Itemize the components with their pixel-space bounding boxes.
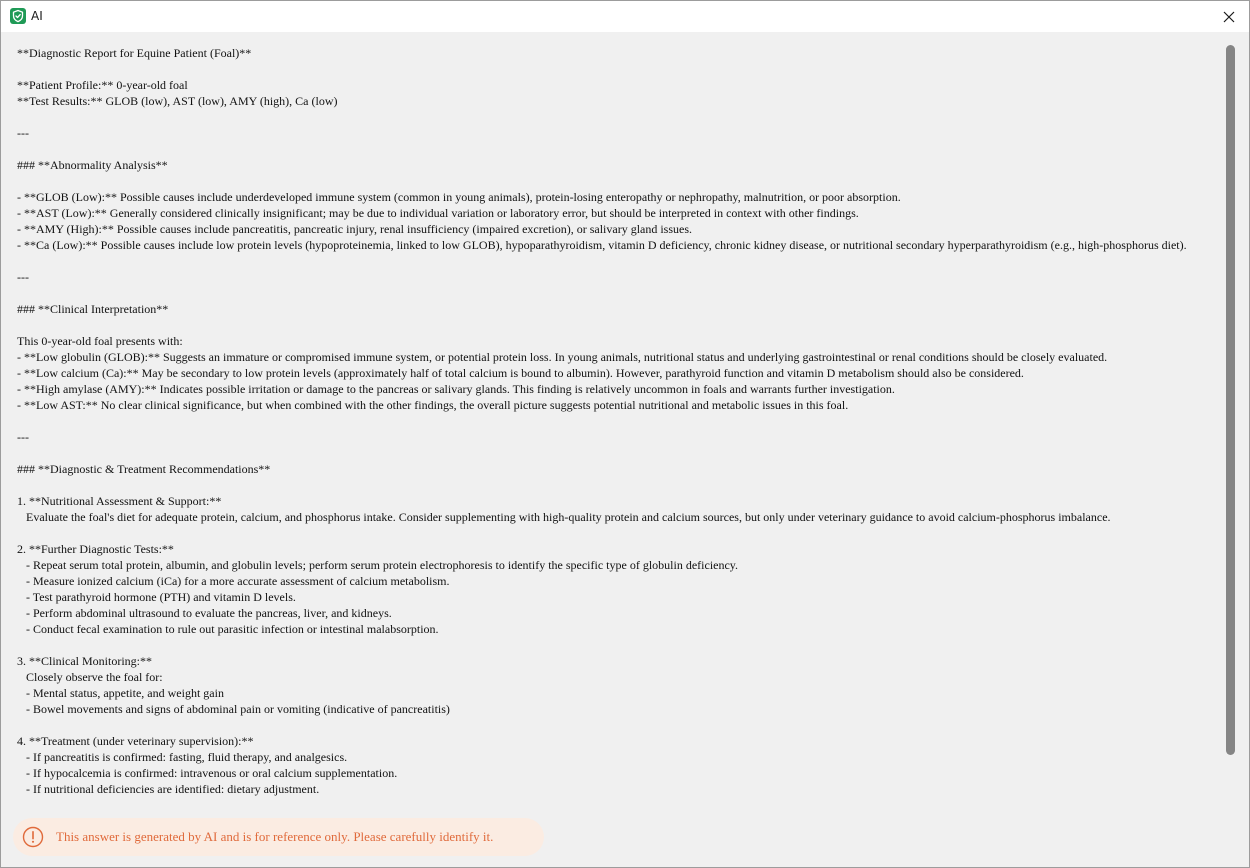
close-icon — [1223, 11, 1235, 23]
report-line: This 0-year-old foal presents with: — [17, 334, 183, 348]
report-line: **Diagnostic Report for Equine Patient (Foal)** — [17, 46, 252, 60]
report-line — [17, 61, 1187, 77]
report-line: - **Ca (Low):** Possible causes include low protein levels (hypoproteinemia, linked to low GLOB), hypoparathyroidism, vitamin D deficiency, chronic kidney disease, or nutritional secondary hyperparathyroidism (e.g., high-phosphorus diet). — [17, 238, 1187, 252]
report-line: 3. **Clinical Monitoring:** — [17, 654, 152, 668]
report-line: - Repeat serum total protein, albumin, and globulin levels; perform serum protein electrophoresis to identify the specific type of globulin deficiency. — [17, 558, 739, 572]
report-line: - **Low globulin (GLOB):** Suggests an immature or compromised immune system, or potential protein loss. In young animals, nutritional status and underlying gastrointestinal or renal conditions should be closely evaluated. — [17, 350, 1108, 364]
exclamation-circle-icon — [22, 826, 44, 848]
report-line: - Test parathyroid hormone (PTH) and vitamin D levels. — [17, 590, 296, 604]
report-line: - Perform abdominal ultrasound to evaluate the pancreas, liver, and kidneys. — [17, 606, 392, 620]
report-line: - **High amylase (AMY):** Indicates possible irritation or damage to the pancreas or salivary glands. This finding is relatively uncommon in foals and warrants further investigation. — [17, 382, 895, 396]
disclaimer-text: This answer is generated by AI and is for reference only. Please carefully identify it. — [56, 829, 494, 844]
report-text — [17, 45, 1187, 797]
report-line — [17, 173, 1187, 189]
report-line: - If nutritional deficiencies are identified: dietary adjustment. — [17, 782, 320, 796]
report-line — [17, 317, 1187, 333]
report-line — [17, 637, 1187, 653]
report-line: - If pancreatitis is confirmed: fasting, fluid therapy, and analgesics. — [17, 750, 348, 764]
report-line: - Bowel movements and signs of abdominal pain or vomiting (indicative of pancreatitis) — [17, 702, 450, 716]
report-line — [17, 717, 1187, 733]
report-line — [17, 109, 1187, 125]
title-bar — [1, 1, 1249, 32]
report-line: - **Low AST:** No clear clinical significance, but when combined with the other findings, the overall picture suggests potential nutritional and metabolic issues in this foal. — [17, 398, 849, 412]
report-line: - Conduct fecal examination to rule out parasitic infection or intestinal malabsorption. — [17, 622, 439, 636]
report-line — [17, 141, 1187, 157]
report-line — [17, 477, 1187, 493]
report-line — [17, 525, 1187, 541]
report-line: - **GLOB (Low):** Possible causes include underdeveloped immune system (common in young animals), protein-losing enteropathy or nephropathy, malnutrition, or poor absorption. — [17, 190, 901, 204]
scrollbar-thumb[interactable] — [1226, 45, 1235, 755]
report-line: **Test Results:** GLOB (low), AST (low), AMY (high), Ca (low) — [17, 94, 338, 108]
report-line: - **AMY (High):** Possible causes include pancreatitis, pancreatic injury, renal insufficiency (impaired excretion), or salivary gland issues. — [17, 222, 693, 236]
report-line: ### **Abnormality Analysis** — [17, 158, 168, 172]
report-line: 2. **Further Diagnostic Tests:** — [17, 542, 174, 556]
window-title: AI — [31, 9, 43, 23]
report-line: - If hypocalcemia is confirmed: intravenous or oral calcium supplementation. — [17, 766, 398, 780]
report-line: **Patient Profile:** 0-year-old foal — [17, 78, 188, 92]
report-line: Evaluate the foal's diet for adequate protein, calcium, and phosphorus intake. Consider supplementing with high-quality protein and calcium sources, but only under veterinary guidance to avoid calcium-phosphorus imbalance. — [17, 510, 1111, 524]
shield-check-icon — [10, 8, 26, 24]
report-line: 1. **Nutritional Assessment & Support:** — [17, 494, 222, 508]
report-line: - **AST (Low):** Generally considered clinically insignificant; may be due to individual variation or laboratory error, but should be interpreted in context with other findings. — [17, 206, 859, 220]
report-line: ### **Clinical Interpretation** — [17, 302, 169, 316]
report-scroll-area[interactable] — [1, 32, 1223, 812]
report-line: - Measure ionized calcium (iCa) for a more accurate assessment of calcium metabolism. — [17, 574, 450, 588]
report-line: Closely observe the foal for: — [17, 670, 163, 684]
report-line: --- — [17, 270, 29, 284]
report-line: ### **Diagnostic & Treatment Recommendations** — [17, 462, 271, 476]
report-line — [17, 413, 1187, 429]
report-line: --- — [17, 126, 29, 140]
report-line — [17, 445, 1187, 461]
ai-disclaimer-notice — [13, 818, 544, 856]
report-line — [17, 285, 1187, 301]
report-line: - Mental status, appetite, and weight gain — [17, 686, 224, 700]
report-line: --- — [17, 430, 29, 444]
close-button[interactable] — [1209, 1, 1249, 32]
report-line — [17, 253, 1187, 269]
report-line: 4. **Treatment (under veterinary supervision):** — [17, 734, 254, 748]
report-line: - **Low calcium (Ca):** May be secondary to low protein levels (approximately half of total calcium is bound to albumin). However, parathyroid function and vitamin D metabolism should also be considered. — [17, 366, 1024, 380]
